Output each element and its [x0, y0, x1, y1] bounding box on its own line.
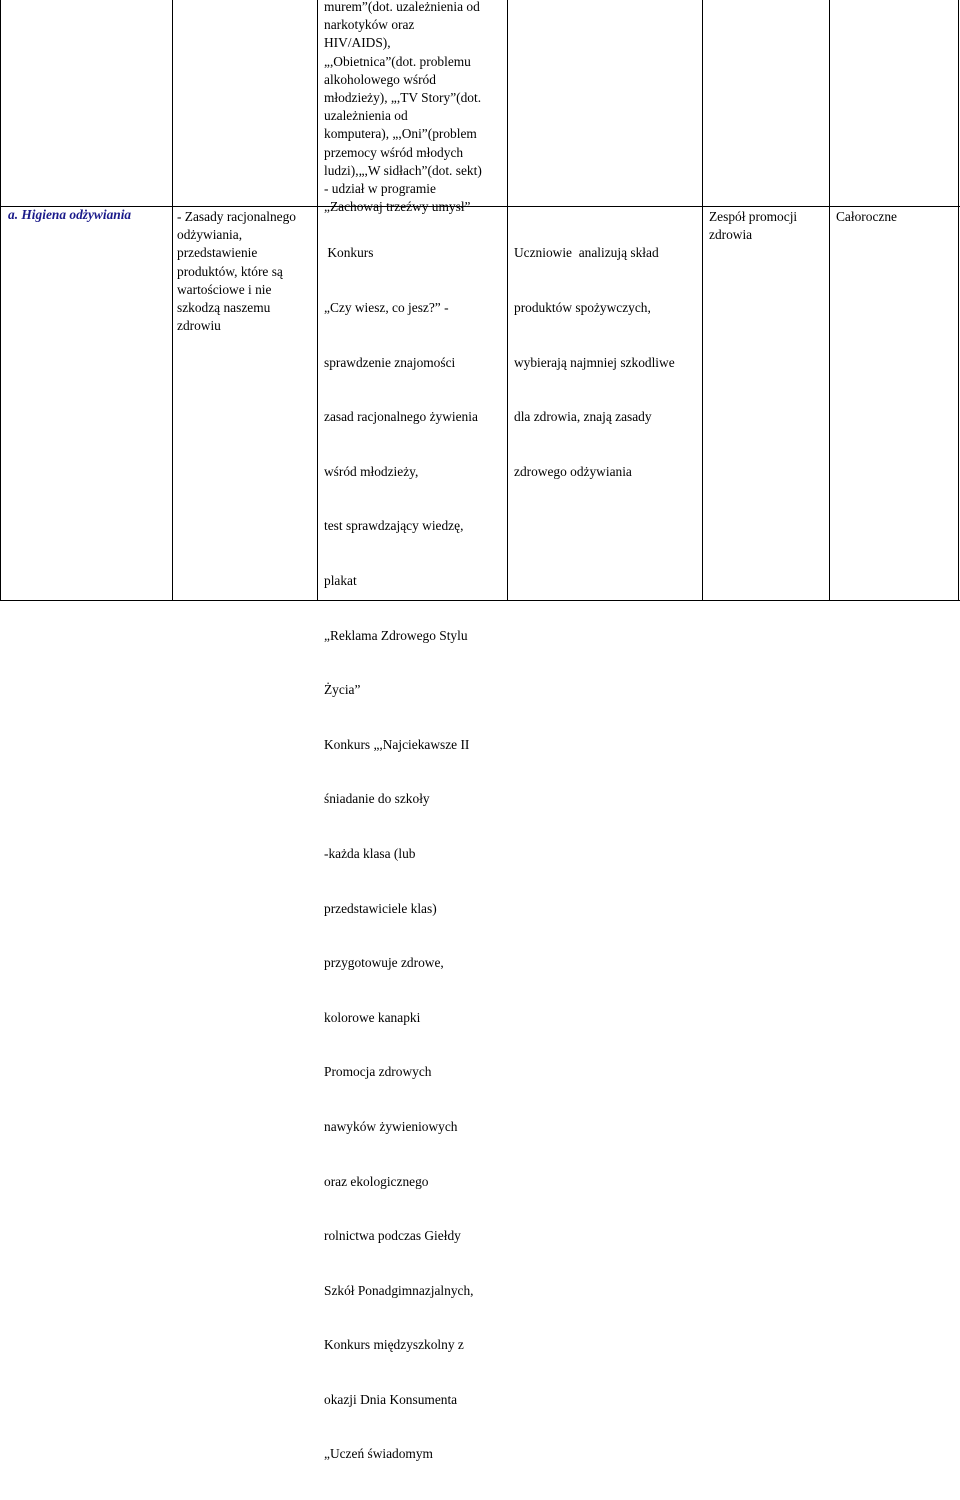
text-line: odżywiania,	[177, 227, 243, 243]
column-divider	[172, 0, 173, 601]
text-line: śniadanie do szkoły	[324, 791, 430, 807]
text-line: -każda klasa (lub	[324, 845, 416, 861]
text-line: rolnictwa podczas Giełdy	[324, 1228, 461, 1244]
text-line: Konkurs międzyszkolny z	[324, 1337, 464, 1353]
text-line: kolorowe kanapki	[324, 1009, 421, 1025]
text-line: Życia”	[324, 682, 361, 698]
text-line: Promocja zdrowych	[324, 1064, 432, 1080]
table-border-right	[958, 0, 959, 601]
text-line: - Zasady racjonalnego	[177, 209, 296, 224]
text-line: test sprawdzający wiedzę,	[324, 518, 464, 534]
column-divider	[829, 0, 830, 601]
text-line: przemocy wśród młodych	[324, 144, 464, 160]
text-line: zdrowego odżywiania	[514, 463, 632, 479]
column-divider	[507, 0, 508, 601]
text-line: Uczniowie analizują skład	[514, 245, 659, 261]
text-line: produktów spożywczych,	[514, 300, 651, 315]
text-line: zasad racjonalnego żywienia	[324, 409, 478, 425]
text-line: przedstawiciele klas)	[324, 900, 437, 916]
text-line: przedstawienie	[177, 245, 258, 261]
text-line: „Czy wiesz, co jesz?” -	[324, 300, 449, 315]
goals-cell	[177, 208, 296, 335]
text-line: wybierają najmniej szkodliwe	[514, 354, 675, 370]
text-line: wśród młodzieży,	[324, 463, 419, 479]
responsible-cell	[709, 208, 797, 244]
text-line: dla zdrowia, znają zasady	[514, 409, 652, 425]
outcomes-cell	[514, 208, 675, 517]
previous-row-activities	[324, 0, 482, 216]
text-line: zdrowia	[709, 227, 753, 243]
text-line: zdrowiu	[177, 318, 221, 334]
text-line: „Reklama Zdrowego Stylu	[324, 627, 468, 643]
text-line: produktów, które są	[177, 263, 283, 279]
activities-cell	[324, 208, 478, 1500]
text-line: uzależnienia od	[324, 108, 408, 124]
text-line: szkodzą naszemu	[177, 299, 271, 315]
table-border-bottom	[0, 600, 960, 601]
text-line: narkotyków oraz	[324, 17, 415, 33]
text-line: „Zachowaj trzeźwy umysł”	[324, 199, 471, 215]
text-line: - udział w programie	[324, 180, 436, 196]
column-divider	[317, 0, 318, 601]
text-line: Zespół promocji	[709, 209, 798, 224]
text-line: plakat	[324, 572, 357, 588]
text-line: Konkurs „,Najciekawsze II	[324, 736, 470, 752]
column-divider	[702, 0, 703, 601]
text-line: Szkół Ponadgimnazjalnych,	[324, 1282, 474, 1298]
text-line: wartościowe i nie	[177, 281, 272, 297]
text-line: Konkurs	[324, 245, 374, 261]
text-line: murem”(dot. uzależnienia od	[324, 0, 480, 14]
text-line: „Uczeń świadomym	[324, 1446, 433, 1462]
topic-cell: a. Higiena odżywiania	[8, 207, 132, 222]
term-cell: Całoroczne	[836, 209, 897, 224]
text-line: ludzi),„,W sidłach”(dot. sekt)	[324, 162, 482, 178]
text-line: okazji Dnia Konsumenta	[324, 1391, 458, 1407]
text-line: sprawdzenie znajomości	[324, 354, 456, 370]
table-border-left	[0, 0, 1, 601]
text-line: komputera), „,Oni”(problem	[324, 126, 477, 142]
text-line: młodzieży), „,TV Story”(dot.	[324, 89, 482, 105]
text-line: HIV/AIDS),	[324, 35, 391, 51]
text-line: przygotowuje zdrowe,	[324, 955, 444, 971]
text-line: oraz ekologicznego	[324, 1173, 429, 1189]
text-line: „,Obietnica”(dot. problemu	[324, 53, 471, 69]
text-line: nawyków żywieniowych	[324, 1118, 458, 1134]
text-line: alkoholowego wśród	[324, 71, 436, 87]
